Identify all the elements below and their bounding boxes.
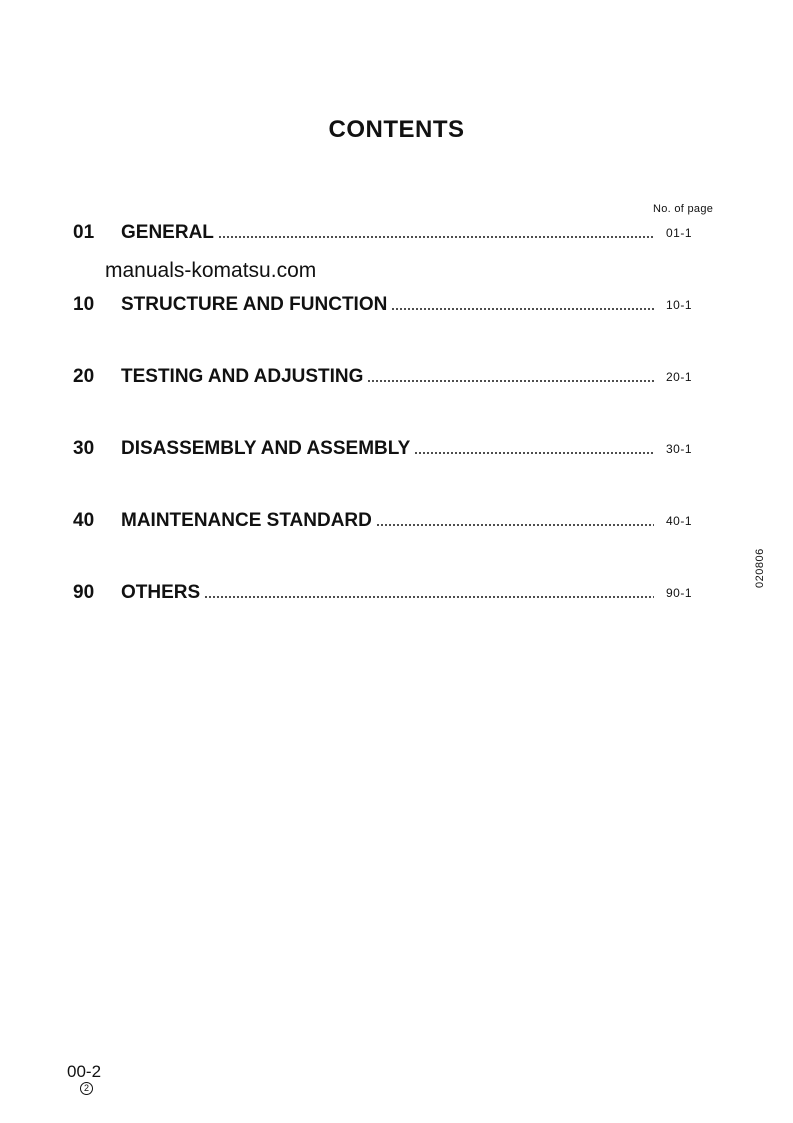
- toc-entry-line: [121, 434, 654, 464]
- toc-entry-line: [121, 506, 654, 536]
- toc-entry-testing-and-adjusting[interactable]: [73, 362, 703, 392]
- toc-entry-others[interactable]: [73, 578, 703, 608]
- toc-entry-number: 20: [73, 366, 95, 387]
- toc-entry-line: [121, 362, 654, 392]
- toc-entry-page: 10-1: [666, 298, 693, 312]
- toc-entry-line: [121, 290, 654, 320]
- toc-entry-title: STRUCTURE AND FUNCTION: [121, 294, 388, 315]
- toc-entry-maintenance-standard[interactable]: [73, 506, 703, 536]
- page-title: CONTENTS: [328, 116, 465, 143]
- toc-entry-structure-and-function[interactable]: [73, 290, 703, 320]
- toc-entry-title: GENERAL: [121, 222, 214, 243]
- page-number-column-header: No. of page: [653, 203, 714, 215]
- toc-entry-page: 01-1: [666, 226, 693, 240]
- toc-entry-line: [121, 218, 654, 248]
- toc-entry-title: TESTING AND ADJUSTING: [121, 366, 364, 387]
- toc-entry-page: 20-1: [666, 370, 693, 384]
- toc-entry-page: 40-1: [666, 514, 693, 528]
- document-code: 020806: [754, 548, 766, 588]
- toc-entry-title: OTHERS: [121, 582, 201, 603]
- dot-leader: [218, 236, 654, 238]
- toc-entry-number: 30: [73, 438, 95, 459]
- toc-entry-number: 90: [73, 582, 95, 603]
- dot-leader: [391, 308, 654, 310]
- toc-entry-title: MAINTENANCE STANDARD: [121, 510, 372, 531]
- dot-leader: [414, 452, 654, 454]
- dot-leader: [376, 524, 654, 526]
- toc-entry-number: 01: [73, 222, 95, 243]
- toc-entry-number: 40: [73, 510, 95, 531]
- footer-page-number: 00-2: [67, 1062, 102, 1081]
- dot-leader: [204, 596, 654, 598]
- toc-entry-general[interactable]: [73, 218, 703, 248]
- revision-mark: 2: [80, 1082, 93, 1095]
- toc-entry-title: DISASSEMBLY AND ASSEMBLY: [121, 438, 411, 459]
- toc-entry-disassembly-and-assembly[interactable]: [73, 434, 703, 464]
- dot-leader: [367, 380, 654, 382]
- toc-entry-page: 30-1: [666, 442, 693, 456]
- toc-entry-line: [121, 578, 654, 608]
- toc-entry-number: 10: [73, 294, 95, 315]
- watermark-text: manuals-komatsu.com: [105, 259, 317, 282]
- toc-entry-page: 90-1: [666, 586, 693, 600]
